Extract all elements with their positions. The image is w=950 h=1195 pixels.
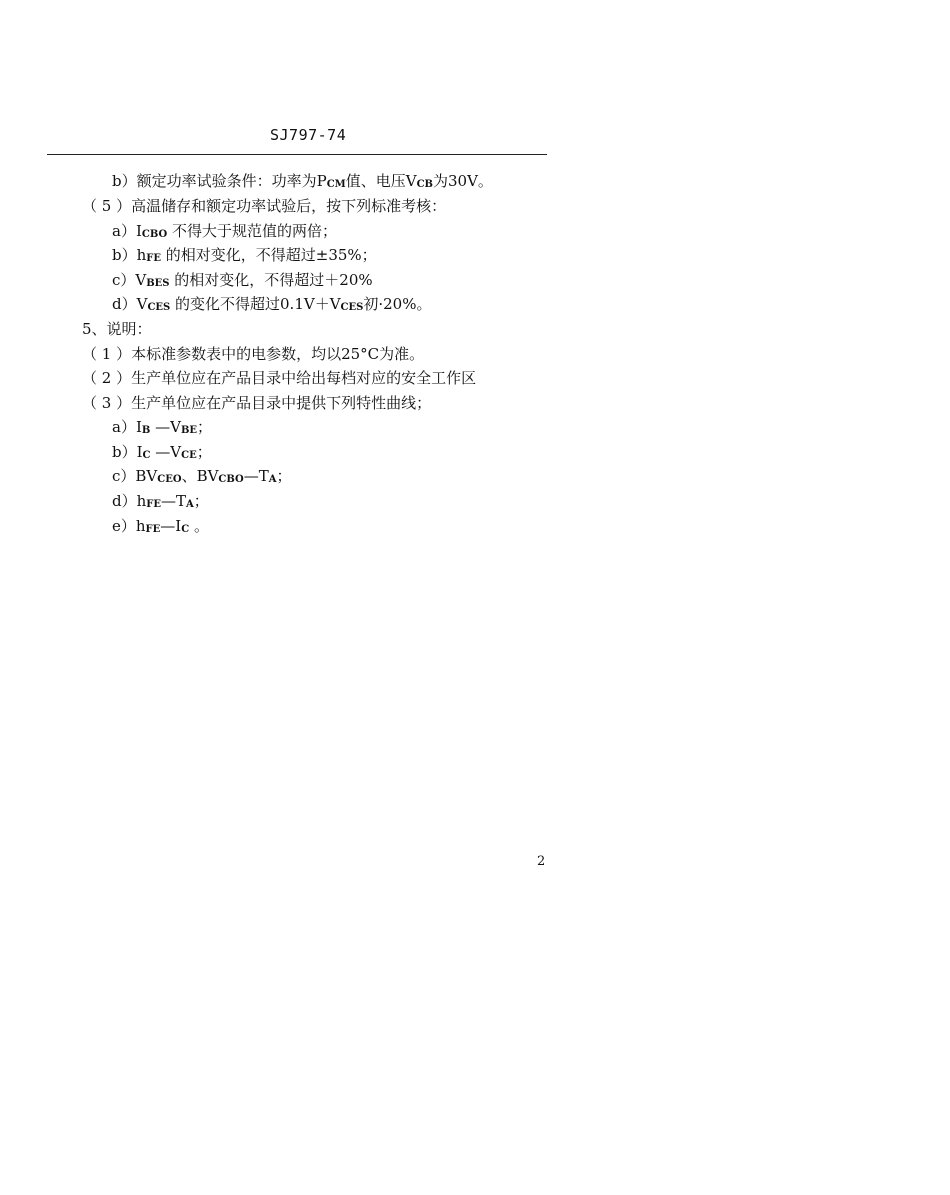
- text: d）V: [112, 295, 148, 313]
- text: a）I: [112, 418, 142, 436]
- subscript: CEO: [157, 474, 182, 485]
- subscript: FE: [146, 253, 161, 264]
- subscript: A: [186, 499, 194, 510]
- subscript: A: [268, 474, 277, 485]
- rated-power-condition: [112, 172, 493, 193]
- text: b）I: [112, 443, 143, 461]
- subscript: B: [141, 425, 151, 436]
- text: c）BV: [112, 467, 158, 485]
- text: d）h: [112, 492, 147, 510]
- text: 初·20%。: [363, 295, 432, 313]
- criterion-icbo: [112, 222, 337, 243]
- section-5-heading: 5、说明：: [82, 320, 152, 338]
- subscript: FE: [146, 499, 161, 510]
- subscript: C: [142, 450, 151, 461]
- text: c）V: [112, 271, 147, 289]
- page-number: 2: [537, 854, 546, 869]
- subscript: FE: [145, 524, 161, 535]
- subscript: CB: [416, 179, 433, 190]
- text: —I: [160, 517, 182, 535]
- text: —V: [150, 443, 182, 461]
- item-5-heading: （ 5 ）高温储存和额定功率试验后，按下列标准考核：: [82, 197, 447, 215]
- criterion-vbes: [112, 271, 373, 292]
- text: —T: [161, 492, 187, 510]
- text: b）h: [112, 246, 147, 264]
- text: 的相对变化，不得超过＋20%: [169, 271, 373, 289]
- text: 的相对变化，不得超过±35%；: [161, 246, 377, 264]
- curve-ic-vce: [112, 443, 212, 464]
- text: 。: [189, 517, 209, 535]
- subscript: BES: [146, 278, 170, 289]
- text: 不得大于规范值的两倍；: [167, 222, 337, 240]
- note-2: （ 2 ）生产单位应在产品目录中给出每档对应的安全工作区: [82, 369, 477, 387]
- page-header: SJ797-74: [270, 126, 347, 144]
- text: ；: [197, 418, 213, 436]
- text: 值、电压V: [345, 172, 417, 190]
- criterion-hfe: [112, 246, 377, 267]
- header-rule: [47, 154, 547, 155]
- subscript: BE: [180, 425, 198, 436]
- text: ；: [196, 443, 212, 461]
- text: 为30V。: [433, 172, 493, 190]
- text: e）h: [112, 517, 146, 535]
- text: 、BV: [181, 467, 219, 485]
- subscript: CBO: [218, 474, 244, 485]
- note-3: （ 3 ）生产单位应在产品目录中提供下列特性曲线；: [82, 394, 432, 412]
- subscript: CES: [147, 302, 171, 313]
- subscript: CE: [181, 450, 197, 461]
- text: —V: [150, 418, 181, 436]
- curve-ib-vbe: [112, 418, 212, 439]
- text: 的变化不得超过0.1V＋V: [170, 295, 341, 313]
- curve-hfe-ta: [112, 492, 209, 513]
- curve-bv-ta: [112, 467, 292, 488]
- subscript: C: [181, 524, 190, 535]
- subscript: CM: [326, 179, 346, 190]
- subscript: CBO: [141, 229, 168, 240]
- text: ；: [193, 492, 209, 510]
- note-1: （ 1 ）本标准参数表中的电参数，均以25°C为准。: [82, 345, 425, 363]
- criterion-vces: [112, 295, 431, 316]
- text: b）额定功率试验条件：功率为P: [112, 172, 327, 190]
- text: ；: [276, 467, 292, 485]
- text: —T: [243, 467, 269, 485]
- text: a）I: [112, 222, 142, 240]
- curve-hfe-ic: [112, 517, 209, 538]
- subscript: CES: [340, 302, 364, 313]
